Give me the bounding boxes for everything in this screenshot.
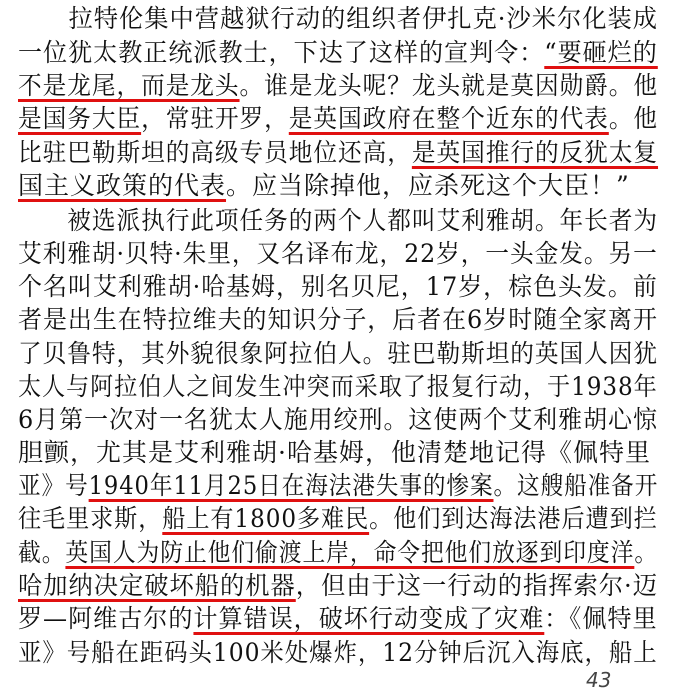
text-segment: 一位犹太教正统派教士，下达了这样的宣判令：	[18, 38, 545, 67]
text-line	[18, 569, 658, 603]
text-line	[18, 136, 658, 170]
text-line	[18, 204, 658, 238]
text-segment: 截。	[18, 538, 66, 567]
underlined-phrase: 不是龙尾，而是龙头	[18, 71, 240, 100]
text-line	[18, 36, 658, 70]
text-line	[18, 403, 658, 437]
text-line	[18, 602, 658, 636]
text-segment: 胆颤，尤其是艾利雅胡·哈基姆，他清楚地记得《佩特里	[18, 438, 651, 467]
text-segment: 往毛里求斯，	[18, 504, 163, 533]
text-line	[18, 469, 658, 503]
underlined-phrase: 船上有1800多难民	[162, 504, 370, 533]
text-segment: ：《佩特里	[544, 604, 658, 633]
underlined-phrase: 1940年11月25日在海法港失事的惨案	[88, 471, 494, 500]
text-segment: 亚》号船在距码头100米处爆炸，12分钟后沉入海底，船上	[18, 638, 658, 667]
text-line	[18, 536, 658, 570]
text-segment: 者是出生在特拉维夫的知识分子，后者在6岁时随全家离开	[18, 305, 658, 334]
underlined-phrase: 是英国政府在整个近东的代表	[288, 104, 609, 133]
text-segment: 亚》号	[18, 471, 89, 500]
text-line	[18, 169, 630, 203]
text-segment: 。	[634, 538, 659, 567]
text-segment: 。他	[608, 104, 659, 133]
text-segment: 。他们到达海法港后遭到拦	[369, 504, 658, 533]
text-line	[18, 2, 658, 36]
underlined-phrase: 英国人为防止他们偷渡上岸，命令把他们放逐到印度洋	[65, 538, 635, 567]
text-line	[18, 69, 658, 103]
text-line	[18, 436, 651, 470]
text-segment: 被选派执行此项任务的两个人都叫艾利雅胡。年长者为	[18, 206, 659, 235]
text-segment: 拉特伦集中营越狱行动的组织者伊扎克·沙米尔化装成	[18, 4, 658, 33]
text-segment: ，常驻开罗，	[141, 104, 289, 133]
text-segment: 艾利雅胡·贝特·朱里，又名译布龙，22岁，一头金发。另一	[18, 239, 658, 268]
text-line	[18, 636, 658, 670]
text-line	[18, 370, 658, 404]
underlined-phrase: 哈加纳决定破坏船的机器	[18, 571, 296, 600]
text-segment: 罗—阿维古尔的	[18, 604, 194, 633]
text-line	[18, 102, 658, 136]
text-line	[18, 502, 658, 536]
text-segment: 个名叫艾利雅胡·哈基姆，别名贝尼，17岁，棕色头发。前	[18, 272, 658, 301]
text-segment: 6月第一次对一名犹太人施用绞刑。这使两个艾利雅胡心惊	[18, 405, 658, 434]
text-line	[18, 337, 658, 371]
underlined-phrase: “要砸烂的	[544, 38, 658, 67]
text-line	[18, 303, 658, 337]
text-segment: 。应当除掉他，应杀死这个大臣！”	[226, 171, 630, 200]
text-line	[18, 270, 658, 304]
text-segment: ，但由于这一行动的指挥索尔·迈	[295, 571, 658, 600]
underlined-phrase: 计算错误，破坏行动变成了灾难	[193, 604, 545, 633]
underlined-phrase: 是国务大臣	[18, 104, 142, 133]
underlined-phrase: 国主义政策的代表	[18, 171, 227, 200]
text-segment: 。这艘船准备开	[493, 471, 659, 500]
page-number: 43	[586, 668, 612, 692]
text-segment: 太人与阿拉伯人之间发生冲突而采取了报复行动，于1938年	[18, 372, 658, 401]
text-line	[18, 237, 658, 271]
text-segment: 。谁是龙头呢？龙头就是莫因勋爵。他	[239, 71, 659, 100]
text-segment: 了贝鲁特，其外貌很象阿拉伯人。驻巴勒斯坦的英国人因犹	[18, 339, 659, 368]
text-segment: 比驻巴勒斯坦的高级专员地位还高，	[18, 138, 412, 167]
underlined-phrase: 是英国推行的反犹太复	[411, 138, 659, 167]
